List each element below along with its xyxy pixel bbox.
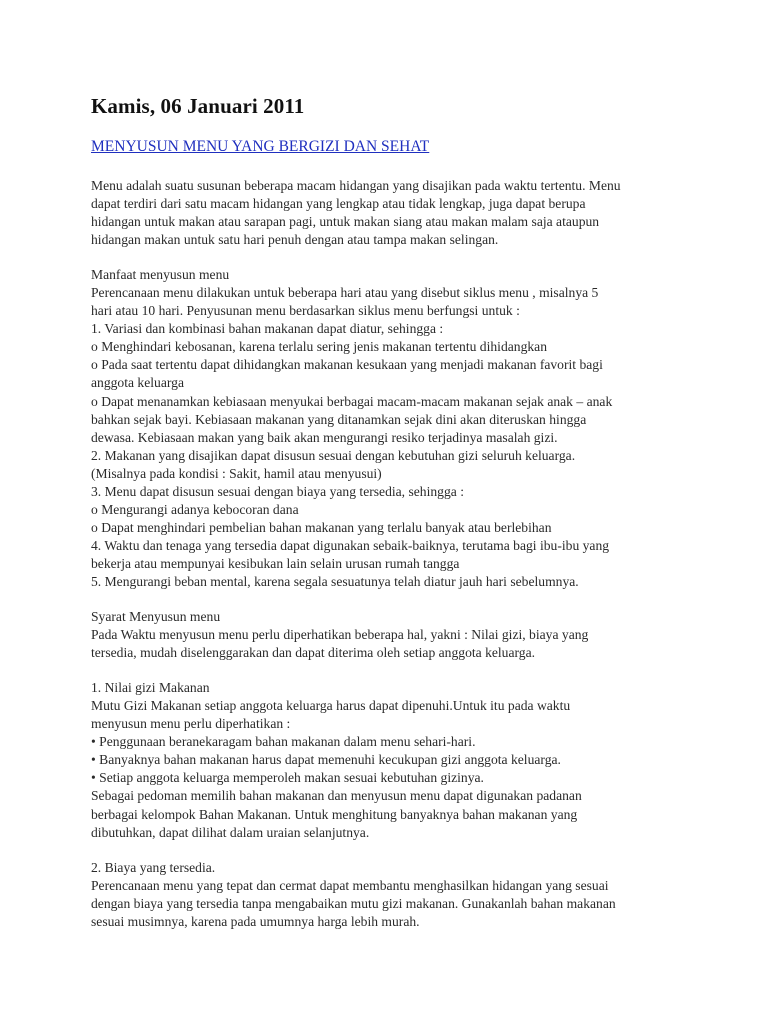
text-line: o Dapat menghindari pembelian bahan makanan yang terlalu banyak atau berlebihan: [91, 519, 552, 535]
text-line: dengan biaya yang tersedia tanpa mengabaikan mutu gizi makanan. Gunakanlah bahan makanan: [91, 895, 616, 911]
text-line: o Dapat menanamkan kebiasaan menyukai berbagai macam-macam makanan sejak anak – anak: [91, 393, 613, 409]
text-line: menyusun menu perlu diperhatikan :: [91, 716, 291, 732]
text-line: 4. Waktu dan tenaga yang tersedia dapat digunakan sebaik-baiknya, terutama bagi ibu-ibu yang: [91, 537, 610, 553]
text-line: o Mengurangi adanya kebocoran dana: [91, 501, 299, 517]
text-line: Sebagai pedoman memilih bahan makanan dan menyusun menu dapat digunakan padanan: [91, 788, 582, 804]
text-line: (Misalnya pada kondisi : Sakit, hamil atau menyusui): [91, 465, 382, 481]
text-line: • Setiap anggota keluarga memperoleh makan sesuai kebutuhan gizinya.: [91, 770, 484, 786]
text-line: anggota keluarga: [91, 375, 184, 391]
text-line: Syarat Menyusun menu: [91, 609, 221, 625]
text-line: hidangan makan untuk satu hari penuh dengan atau tampa makan selingan.: [91, 232, 499, 248]
text-line: Perencanaan menu dilakukan untuk beberapa hari atau yang disebut siklus menu , misalnya 5: [91, 285, 599, 301]
text-line: Menu adalah suatu susunan beberapa macam hidangan yang disajikan pada waktu tertentu. Menu: [91, 178, 621, 193]
paragraph-gap: [91, 662, 691, 679]
text-line: bekerja atau mempunyai kesibukan lain selain urusan rumah tangga: [91, 555, 460, 571]
text-line: bahkan sejak bayi. Kebiasaan makanan yang ditanamkan sejak dini akan diteruskan hingga: [91, 411, 587, 427]
post-body: [91, 177, 691, 931]
text-line: o Pada saat tertentu dapat dihidangkan makanan kesukaan yang menjadi makanan favorit bagi: [91, 357, 603, 373]
text-line: sesuai musimnya, karena pada umumnya harga lebih murah.: [91, 913, 420, 929]
paragraph-gap: [91, 249, 691, 266]
text-line: o Menghindari kebosanan, karena terlalu sering jenis makanan tertentu dihidangkan: [91, 339, 547, 355]
text-line: 5. Mengurangi beban mental, karena segala sesuatunya telah diatur jauh hari sebelumnya.: [91, 573, 579, 589]
text-line: 2. Makanan yang disajikan dapat disusun sesuai dengan kebutuhan gizi seluruh keluarga.: [91, 447, 576, 463]
text-line: 1. Nilai gizi Makanan: [91, 680, 210, 696]
text-line: • Penggunaan beranekaragam bahan makanan dalam menu sehari-hari.: [91, 734, 476, 750]
text-line: Manfaat menyusun menu: [91, 267, 230, 283]
text-line: hari atau 10 hari. Penyusunan menu berdasarkan siklus menu berfungsi untuk :: [91, 303, 520, 319]
text-line: hidangan untuk makan atau sarapan pagi, untuk makan siang atau makan malam saja ataupun: [91, 214, 600, 230]
text-line: 2. Biaya yang tersedia.: [91, 859, 216, 875]
text-line: berbagai kelompok Bahan Makanan. Untuk menghitung banyaknya bahan makanan yang: [91, 806, 578, 822]
text-line: 3. Menu dapat disusun sesuai dengan biaya yang tersedia, sehingga :: [91, 483, 464, 499]
text-line: tersedia, mudah diselenggarakan dan dapat diterima oleh setiap anggota keluarga.: [91, 645, 536, 661]
text-line: Mutu Gizi Makanan setiap anggota keluarga harus dapat dipenuhi.Untuk itu pada waktu: [91, 698, 571, 714]
text-line: dewasa. Kebiasaan makan yang baik akan mengurangi resiko terjadinya masalah gizi.: [91, 429, 558, 445]
paragraph-gap: [91, 591, 691, 608]
text-line: dapat terdiri dari satu macam hidangan yang lengkap atau tidak lengkap, juga dapat berupa: [91, 196, 586, 212]
text-line: Pada Waktu menyusun menu perlu diperhatikan beberapa hal, yakni : Nilai gizi, biaya yang: [91, 627, 589, 643]
post-date: Kamis, 06 Januari 2011: [91, 94, 305, 118]
text-line: dibutuhkan, dapat dilihat dalam uraian selanjutnya.: [91, 824, 370, 840]
text-line: • Banyaknya bahan makanan harus dapat memenuhi kecukupan gizi anggota keluarga.: [91, 752, 561, 768]
post-title-link[interactable]: MENYUSUN MENU YANG BERGIZI DAN SEHAT: [91, 138, 430, 155]
text-line: 1. Variasi dan kombinasi bahan makanan dapat diatur, sehingga :: [91, 321, 444, 337]
text-line: Perencanaan menu yang tepat dan cermat dapat membantu menghasilkan hidangan yang sesuai: [91, 877, 609, 893]
paragraph-gap: [91, 842, 691, 859]
